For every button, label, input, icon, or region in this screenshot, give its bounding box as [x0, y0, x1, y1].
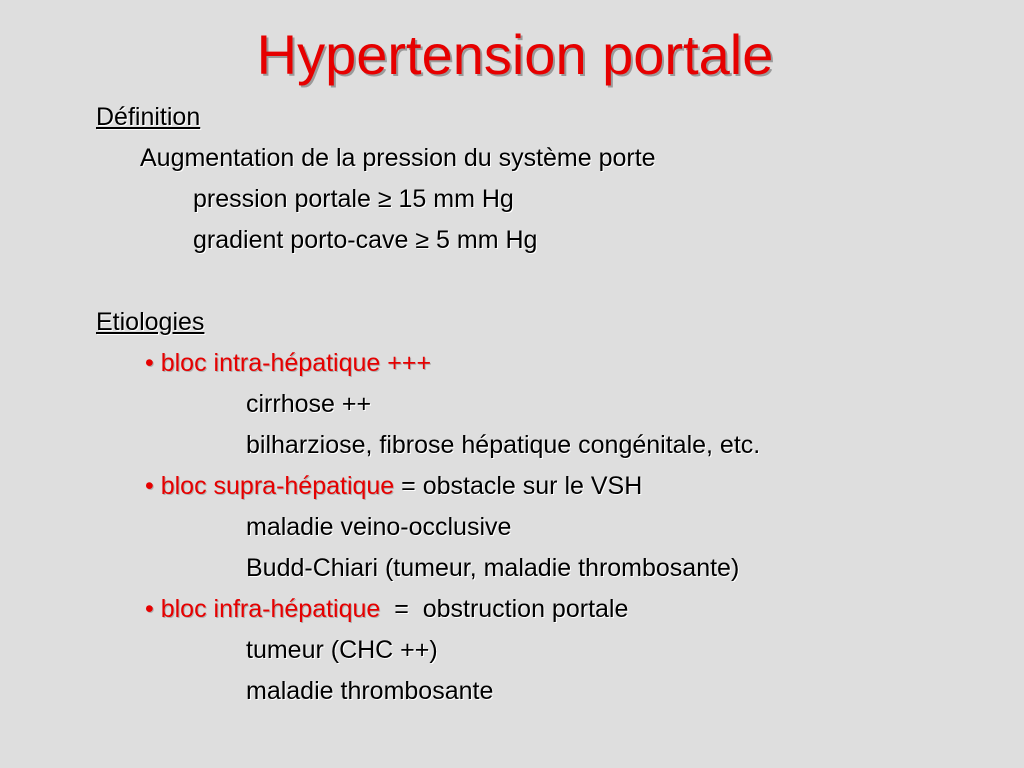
bullet-icon: •: [145, 349, 154, 377]
intra-hepatic-label: bloc intra-hépatique +++: [160, 349, 432, 377]
intra-hepatic-sub-1: cirrhose ++: [246, 390, 372, 418]
infra-hepatic-sub-2: maladie thrombosante: [246, 677, 494, 705]
definition-line-1: Augmentation de la pression du système porte: [140, 144, 656, 172]
definition-line-2: pression portale ≥ 15 mm Hg: [193, 185, 514, 213]
supra-hepatic-desc: = obstacle sur le VSH: [394, 472, 643, 500]
definition-line-3: gradient porto-cave ≥ 5 mm Hg: [193, 226, 538, 254]
supra-hepatic-sub-1: maladie veino-occlusive: [246, 513, 512, 541]
bullet-icon: •: [145, 472, 154, 500]
supra-hepatic-label: bloc supra-hépatique: [160, 472, 395, 500]
supra-hepatic-sub-2: Budd-Chiari (tumeur, maladie thrombosante): [246, 554, 740, 582]
supra-hepatic-item: [145, 471, 642, 501]
definition-heading: Définition: [96, 103, 201, 131]
infra-hepatic-sub-1: tumeur (CHC ++): [246, 636, 438, 664]
bullet-icon: •: [145, 595, 154, 623]
etiologies-heading: Etiologies: [96, 308, 205, 336]
infra-hepatic-desc: = obstruction portale: [380, 595, 629, 623]
infra-hepatic-item: [145, 594, 628, 624]
intra-hepatic-sub-2: bilharziose, fibrose hépatique congénitale, etc.: [246, 431, 761, 459]
infra-hepatic-label: bloc infra-hépatique: [160, 595, 381, 623]
intra-hepatic-item: [145, 348, 431, 378]
slide-title: Hypertension portale: [256, 23, 774, 86]
